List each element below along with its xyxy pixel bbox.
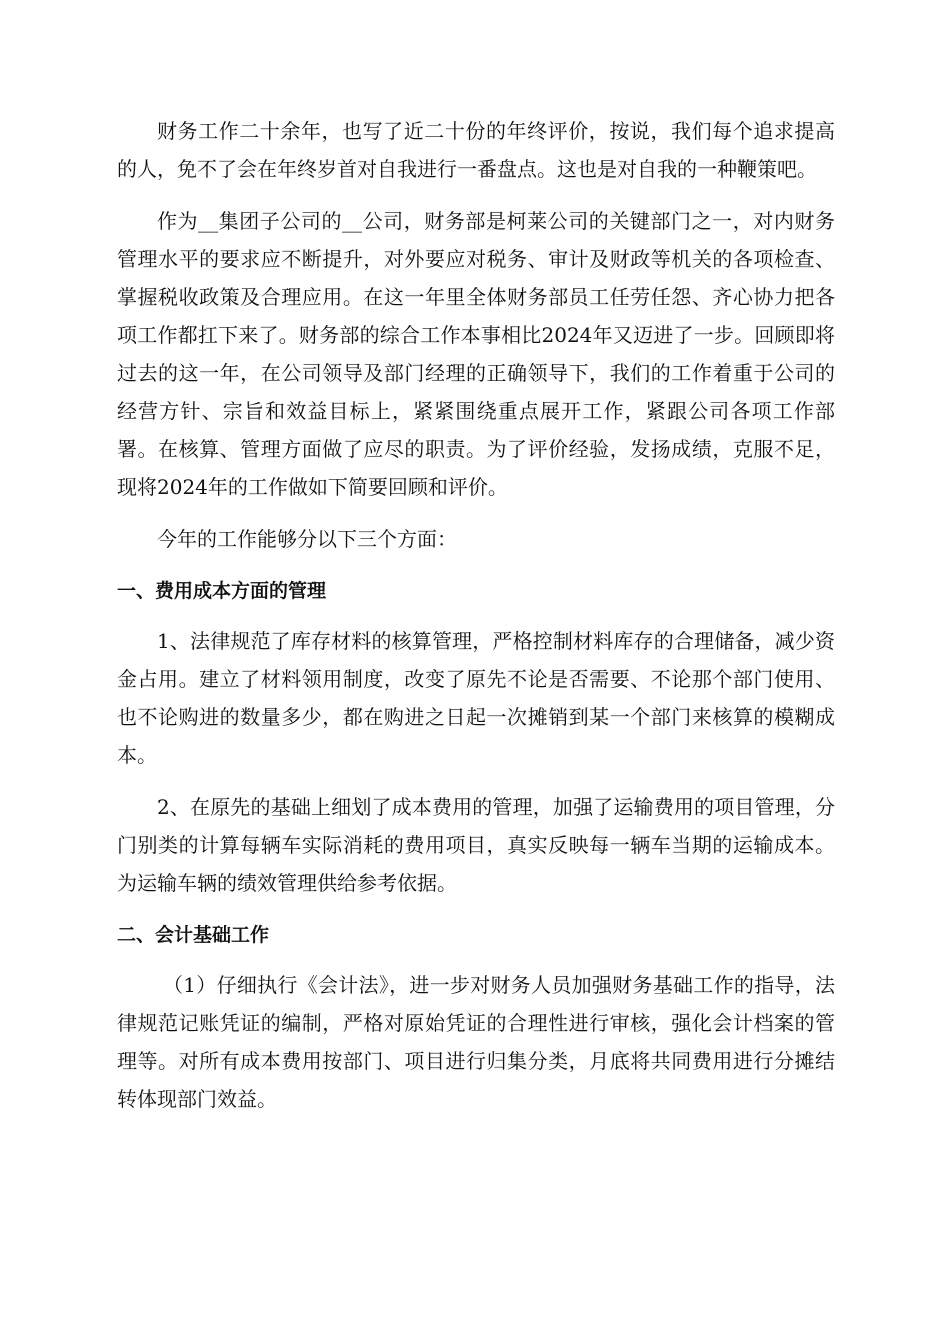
cost-item-1: 1、法律规范了库存材料的核算管理，严格控制材料库存的合理储备，减少资金占用。建立了材料领用制度，改变了原先不论是否需要、不论那个部门使用、也不论购进的数量多少，都在购进之日起一次摊销到某一个部门来核算的模糊成本。 xyxy=(117,629,835,767)
section-heading-accounting-basics: 二、会计基础工作 xyxy=(117,924,270,946)
overview-paragraph: 今年的工作能够分以下三个方面： xyxy=(157,527,457,551)
intro-paragraph: 财务工作二十余年，也写了近二十份的年终评价，按说，我们每个追求提高的人，免不了会在年终岁首对自我进行一番盘点。这也是对自我的一种鞭策吧。 xyxy=(117,119,835,181)
cost-item-2: 2、在原先的基础上细划了成本费用的管理，加强了运输费用的项目管理，分门别类的计算每辆车实际消耗的费用项目，真实反映每一辆车当期的运输成本。为运输车辆的绩效管理供给参考依据。 xyxy=(117,795,835,895)
section-heading-cost-management: 一、费用成本方面的管理 xyxy=(117,580,327,602)
background-paragraph: 作为__集团子公司的__公司，财务部是柯莱公司的关键部门之一，对内财务管理水平的要求应不断提升，对外要应对税务、审计及财政等机关的各项检查、掌握税收政策及合理应用。在这一年里全体财务部员工任劳任怨、齐心协力把各项工作都扛下来了。财务部的综合工作本事相比2024年又迈进了一步。回顾即将过去的这一年，在公司领导及部门经理的正确领导下，我们的工作着重于公司的经营方针、宗旨和效益目标上，紧紧围绕重点展开工作，紧跟公司各项工作部署。在核算、管理方面做了应尽的职责。为了评价经验，发扬成绩，克服不足，现将2024年的工作做如下简要回顾和评价。 xyxy=(117,209,835,499)
document-body xyxy=(117,112,835,1132)
accounting-item-1: （1）仔细执行《会计法》，进一步对财务人员加强财务基础工作的指导，法律规范记账凭证的编制，严格对原始凭证的合理性进行审核，强化会计档案的管理等。对所有成本费用按部门、项目进行归集分类，月底将共同费用进行分摊结转体现部门效益。 xyxy=(117,973,835,1111)
